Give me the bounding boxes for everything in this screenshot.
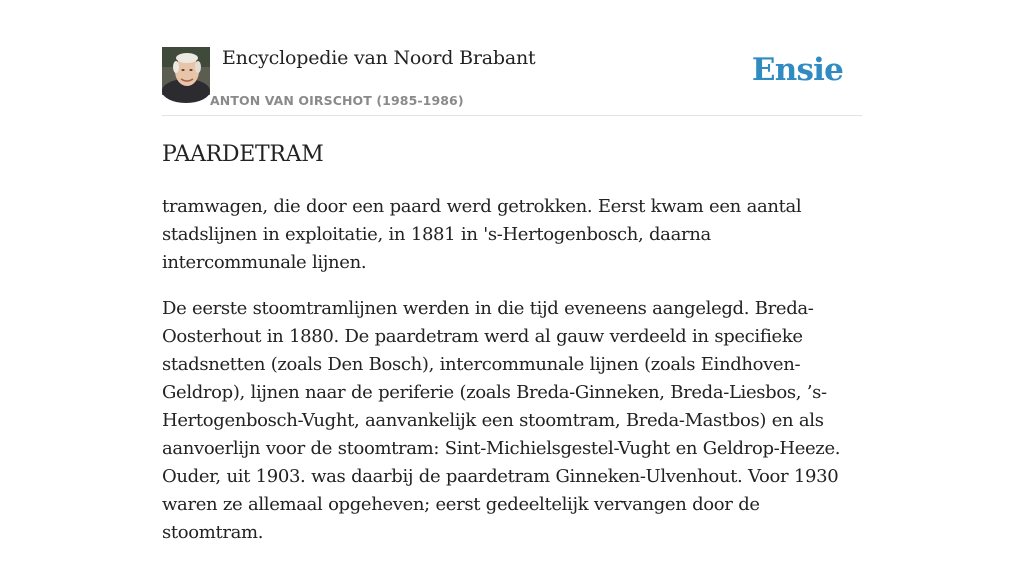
author-name[interactable]: ANTON VAN OIRSCHOT (1985-1986) <box>210 93 464 108</box>
encyclopedia-title[interactable]: Encyclopedie van Noord Brabant <box>222 47 536 69</box>
article-body <box>162 193 852 565</box>
article-header <box>162 46 862 116</box>
paragraph: De eerste stoomtramlijnen werden in die tijd eveneens aangelegd. Breda-Oosterhout in 1880. De paardetram werd al gauw verdeeld in specifieke stadsnetten (zoals Den Bosch), intercommunale lijnen (zoals Eindhoven-Geldrop), lijnen naar de periferie (zoals Breda-Ginneken, Breda-Liesbos, ’s-Hertogenbosch-Vught, aanvankelijk een stoomtram, Breda-Mastbos) en als aanvoerlijn voor de stoomtram: Sint-Michielsgestel-Vught en Geldrop-Heeze. Ouder, uit 1903. was daarbij de paardetram Ginneken-Ulvenhout. Voor 1930 waren ze allemaal opgeheven; eerst gedeeltelijk vervangen door de stoomtram. <box>162 298 841 543</box>
lemma-title: PAARDETRAM <box>162 142 324 167</box>
ensie-logo[interactable]: Ensie <box>751 52 843 88</box>
author-avatar[interactable] <box>162 47 210 95</box>
paragraph: tramwagen, die door een paard werd getrokken. Eerst kwam een aantal stadslijnen in exploitatie, in 1881 in 's-Hertogenbosch, daarna intercommunale lijnen. <box>162 196 802 273</box>
author-portrait-image <box>162 47 210 95</box>
